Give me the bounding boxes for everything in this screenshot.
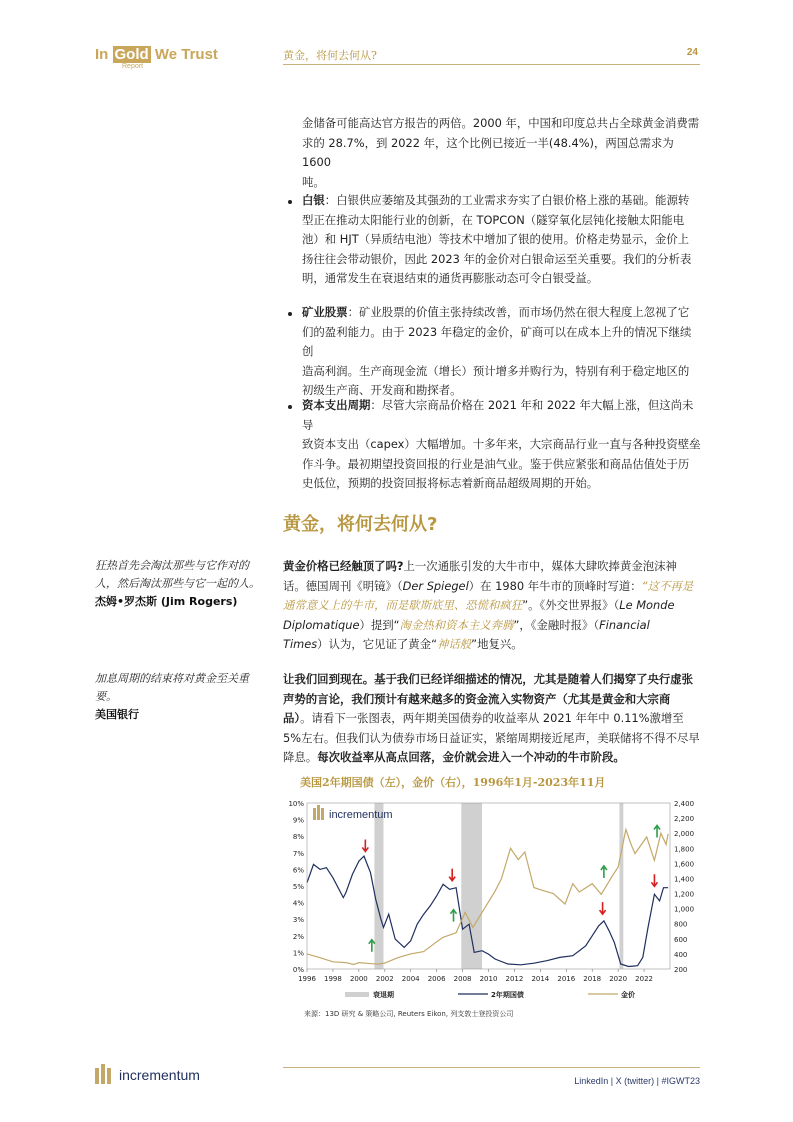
- text-line: 吨。: [302, 174, 325, 189]
- right-tick-label: 2,000: [674, 830, 695, 839]
- bullet-dot: [288, 405, 292, 409]
- logo-mark-icon: [321, 808, 324, 820]
- text-run: 上一次通胀引发的大牛市中，媒体大肆吹捧黄金泡沫神: [403, 559, 677, 573]
- text-line: 们的盈利能力。由于 2023 年稳定的金价，矿商可以在成本上升的情况下继续创: [302, 324, 692, 358]
- legend-label: 衰退期: [373, 991, 394, 999]
- text-run: ）在 1980 年牛市的顶峰时写道：: [468, 578, 642, 593]
- left-tick-label: 9%: [292, 816, 304, 825]
- text-line: 池）和 HJT（异质结电池）等技术中增加了银的使用。价格走势显示，金价上: [302, 232, 690, 246]
- footer-logo-text: incrementum: [119, 1067, 200, 1083]
- section-title: 黄金，将何去何从?: [283, 514, 438, 535]
- text-line: 明，通常发生在衰退结束的通货再膨胀动态可令白银受益。: [302, 271, 599, 285]
- chart-logo-text: incrementum: [329, 809, 393, 821]
- side-quote-bofa: [95, 670, 265, 724]
- x-tick-label: 2014: [531, 975, 550, 983]
- footer-logo-mark-icon: [107, 1068, 111, 1084]
- left-tick-label: 1%: [292, 949, 304, 958]
- logo-gold: Gold: [114, 46, 149, 63]
- text-line: 扬往往会带动银价，因此 2023 年的金价对白银命运至关重要。我们的分析表: [302, 251, 692, 266]
- left-tick-label: 8%: [292, 833, 304, 842]
- text-line: 型正在推动太阳能行业的创新，在 TOPCON（隧穿氧化层钝化接触太阳能电: [302, 212, 685, 227]
- text-run: ”，《金融时报》（: [513, 617, 600, 632]
- text-run: Diplomatique: [283, 617, 360, 632]
- arrow-down-icon: [362, 839, 368, 851]
- legend-label: 2年期国债: [491, 991, 524, 999]
- arrow-up-icon: [450, 910, 456, 922]
- text-run: ”地复兴。: [471, 637, 523, 651]
- x-tick-label: 2016: [557, 975, 576, 983]
- right-tick-label: 600: [674, 935, 688, 944]
- bullet-capex: [302, 396, 702, 494]
- x-tick-label: 2020: [609, 975, 628, 983]
- footer-logo-mark-icon: [101, 1064, 105, 1084]
- plot-frame: [307, 803, 670, 969]
- logo-rest: We Trust: [154, 46, 218, 63]
- bullet-dot: [288, 200, 292, 204]
- text-line: 致资本支出（capex）大幅增加。十多年来，大宗商品行业一直与各种投资壁垒: [302, 437, 701, 451]
- arrow-up-icon: [654, 825, 660, 837]
- x-tick-label: 2022: [635, 975, 653, 983]
- left-tick-label: 7%: [292, 849, 304, 858]
- x-tick-label: 2012: [505, 975, 524, 983]
- right-tick-label: 1,600: [674, 860, 695, 869]
- left-tick-label: 10%: [288, 800, 304, 808]
- bullet-mining: [302, 303, 702, 401]
- text-run: 话。德国周刊《明镜》（: [283, 578, 403, 593]
- text-line: 5%左右。但我们认为债券市场日益证实，紧缩周期接近尾声，美联储将不得不尽早: [283, 730, 700, 745]
- logo-mark-icon: [313, 808, 316, 820]
- left-tick-label: 5%: [292, 883, 304, 891]
- arrow-up-icon: [601, 866, 607, 878]
- header-title: 黄金，将何去何从?: [283, 49, 377, 62]
- chart-svg: [283, 796, 703, 1006]
- paragraph-present: [283, 670, 703, 768]
- footer-divider: [283, 1067, 700, 1068]
- bullet-label: 白银: [302, 193, 325, 207]
- text-run: Der Spiegel: [402, 578, 469, 593]
- lead-text: 黄金价格已经触顶了吗?: [283, 559, 404, 573]
- text-run: 每次收益率从高点回落，金价就会进入一个冲动的牛市阶段。: [317, 750, 625, 764]
- footer-logo: [95, 1062, 235, 1088]
- quote-author: 美国银行: [95, 708, 139, 721]
- logo-sub: Report: [122, 63, 144, 70]
- side-quote-rogers: [95, 557, 265, 611]
- quote-line: 狂热首先会淘汰那些与它作对的: [95, 559, 249, 572]
- x-tick-label: 2004: [401, 975, 420, 983]
- arrow-down-icon: [651, 874, 657, 886]
- text-run: 。请看下一张图表，两年期美国债券的收益率从 2021 年年中 0.11%激增至: [300, 711, 684, 725]
- quote-run: “这不再是: [641, 578, 694, 593]
- text-line: 史低位，预期的投资回报将标志着新商品超级周期的开始。: [302, 476, 599, 490]
- text-run: ）提到“: [359, 617, 400, 632]
- text-line: 初级生产商、开发商和勘探者。: [302, 383, 462, 397]
- text-line: ：矿业股票的价值主张持续改善，而市场仍然在很大程度上忽视了它: [347, 305, 690, 319]
- report-logo: [95, 46, 235, 78]
- x-tick-label: 2002: [375, 975, 394, 983]
- header-divider: [283, 64, 700, 65]
- right-tick-label: 1,800: [674, 845, 695, 854]
- footer-logo-mark-icon: [95, 1068, 99, 1084]
- logo-mark-icon: [317, 805, 320, 820]
- right-tick-label: 1,000: [674, 905, 695, 914]
- text-run: ）认为，它见证了黄金“: [317, 637, 437, 651]
- left-tick-label: 6%: [292, 866, 304, 875]
- x-tick-label: 1998: [324, 975, 342, 983]
- quote-author: 杰姆•罗杰斯 (Jim Rogers): [95, 595, 238, 608]
- x-tick-label: 2010: [479, 975, 498, 983]
- right-tick-label: 1,400: [674, 875, 695, 884]
- legend-swatch-recession: [345, 992, 369, 997]
- footer-links[interactable]: LinkedIn | X (twitter) | #IGWT23: [574, 1076, 700, 1086]
- legend-label: 金价: [621, 991, 635, 999]
- recession-band: [619, 803, 623, 969]
- text-line: 金储备可能高达官方报告的两倍。2000 年，中国和印度总共占全球黄金消费需: [302, 116, 700, 130]
- text-run: Le Monde: [619, 598, 675, 612]
- text-run: Times: [283, 637, 318, 651]
- chart-source: 来源：13D 研究 & 策略公司, Reuters Eikon, 列支敦士登投资公司: [304, 1010, 514, 1018]
- quote-run: 淘金热和资本主义奔腾: [399, 617, 514, 632]
- x-tick-label: 1996: [298, 975, 316, 983]
- text-line: 造高利润。生产商现金流（增长）预计增多并购行为，特别有利于稳定地区的: [302, 363, 690, 378]
- text-line: ：尽管大宗商品价格在 2021 年和 2022 年大幅上涨，但这尚未导: [302, 398, 694, 432]
- page-number: 24: [686, 47, 698, 58]
- arrow-down-icon: [449, 869, 455, 881]
- quote-line: 加息周期的结束将对黄金至关重: [95, 672, 249, 685]
- right-tick-label: 800: [674, 920, 688, 929]
- bullet-label: 资本支出周期: [302, 398, 371, 412]
- right-tick-label: 2,200: [674, 815, 695, 824]
- bullet-dot: [288, 312, 292, 316]
- left-tick-label: 4%: [292, 899, 304, 908]
- paragraph-gold-peak: [283, 557, 703, 655]
- x-tick-label: 2006: [427, 975, 446, 983]
- right-tick-label: 1,200: [674, 890, 695, 899]
- bullet-label: 矿业股票: [302, 305, 348, 319]
- text-run: 声势的言论，我们预计有越来越多的资金流入实物资产（尤其是黄金和大宗商: [283, 691, 671, 706]
- chart-title: 美国2年期国债（左），金价（右），1996年1月-2023年11月: [300, 776, 606, 789]
- logo-in: In: [95, 46, 109, 63]
- recession-band: [461, 803, 482, 969]
- right-tick-label: 2,400: [674, 800, 695, 808]
- text-run: 品）: [283, 711, 301, 725]
- text-run: 降息。: [283, 750, 318, 764]
- text-line: 求的 28.7%，到 2022 年，这个比例已接近一半(48.4%)，两国总需求为 1600: [302, 135, 674, 169]
- quote-run: 通常意义上的牛市，而是歇斯底里、恐慌和疯狂: [283, 598, 523, 612]
- x-tick-label: 2000: [349, 975, 368, 983]
- text-run: Financial: [599, 617, 650, 632]
- text-run: 让我们回到现在。基于我们已经详细描述的情况，尤其是随着人们揭穿了央行虚张: [283, 672, 694, 686]
- bullet-silver: [302, 191, 702, 289]
- arrow-up-icon: [369, 940, 375, 952]
- quote-line: 人，然后淘汰那些与它一起的人。: [95, 577, 260, 590]
- left-tick-label: 0%: [292, 966, 304, 974]
- quote-run: 神话般: [436, 637, 472, 651]
- arrow-down-icon: [600, 902, 606, 914]
- right-tick-label: 200: [674, 966, 688, 974]
- recession-band: [374, 803, 383, 969]
- text-run: ”。《外交世界报》（: [522, 598, 620, 612]
- right-tick-label: 400: [674, 950, 688, 959]
- series-line-gold: [307, 829, 668, 964]
- left-tick-label: 2%: [292, 932, 304, 941]
- text-line: 作斗争。最初期望投资回报的行业是油气业。鉴于供应紧张和商品估值处于历: [302, 456, 690, 471]
- x-tick-label: 2018: [583, 975, 602, 983]
- left-tick-label: 3%: [292, 916, 304, 925]
- quote-line: 要。: [95, 690, 117, 703]
- x-tick-label: 2008: [453, 975, 472, 983]
- paragraph-intro: [302, 114, 702, 192]
- text-line: ：白银供应萎缩及其强劲的工业需求夯实了白银价格上涨的基础。能源转: [324, 193, 690, 207]
